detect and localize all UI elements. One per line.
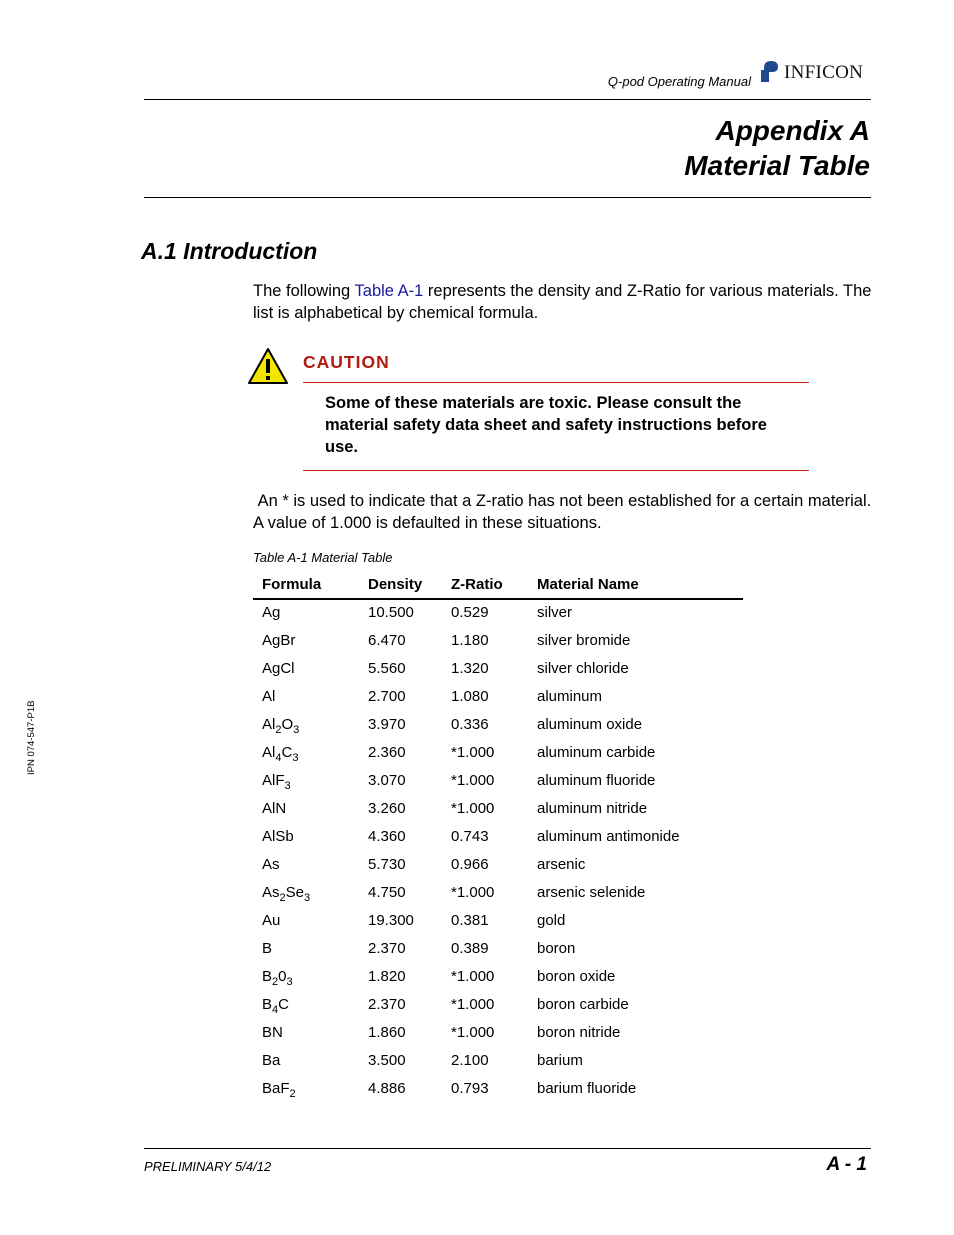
formula-symbol: B: [262, 940, 273, 957]
formula-symbol: Se: [285, 884, 304, 901]
cell-formula: [262, 716, 300, 736]
table-row: [253, 740, 743, 768]
formula-symbol: B: [262, 968, 273, 985]
formula-symbol: As: [262, 856, 280, 873]
cell-density: 2.370: [368, 940, 406, 957]
cell-formula: [262, 604, 280, 621]
cell-density: 2.360: [368, 744, 406, 761]
material-table: [253, 572, 743, 1104]
cell-z-ratio: 0.336: [451, 716, 489, 733]
header-formula: Formula: [262, 576, 322, 593]
cell-material-name: aluminum carbide: [537, 744, 656, 761]
cell-density: 4.360: [368, 828, 406, 845]
appendix-title-line2: Material Table: [684, 150, 870, 181]
formula-symbol: AlSb: [262, 828, 294, 845]
cell-density: 6.470: [368, 632, 406, 649]
cell-material-name: boron nitride: [537, 1024, 621, 1041]
formula-subscript: 3: [286, 976, 293, 988]
manual-title: Q-pod Operating Manual: [607, 74, 751, 89]
cell-formula: [262, 856, 280, 873]
cell-z-ratio: 0.381: [451, 912, 489, 929]
header-z-ratio: Z-Ratio: [451, 576, 503, 593]
cell-material-name: gold: [537, 912, 566, 929]
cell-formula: [262, 828, 294, 845]
table-row: [253, 992, 743, 1020]
cell-material-name: aluminum antimonide: [537, 828, 680, 845]
cell-z-ratio: 1.320: [451, 660, 489, 677]
intro-text-end: represents the density and Z-Ratio for various materials. The list is alphabetical by chemical formula.: [253, 282, 872, 322]
caution-top-rule: [303, 382, 809, 383]
formula-symbol: B: [262, 996, 273, 1013]
table-row: [253, 824, 743, 852]
cell-density: 2.700: [368, 688, 406, 705]
cell-material-name: aluminum: [537, 688, 603, 705]
inficon-logo: [760, 58, 875, 86]
formula-subscript: 3: [293, 724, 300, 736]
cell-material-name: boron oxide: [537, 968, 616, 985]
table-row: [253, 1048, 743, 1076]
caution-bottom-rule: [303, 470, 809, 471]
cell-z-ratio: *1.000: [451, 744, 495, 761]
cell-z-ratio: 0.529: [451, 604, 489, 621]
formula-subscript: 2: [272, 976, 279, 988]
cell-z-ratio: 1.080: [451, 688, 489, 705]
cell-z-ratio: 0.743: [451, 828, 489, 845]
cell-z-ratio: *1.000: [451, 800, 495, 817]
formula-subscript: 4: [272, 1004, 279, 1016]
table-row: [253, 656, 743, 684]
cell-formula: [262, 996, 289, 1016]
cell-material-name: arsenic selenide: [537, 884, 646, 901]
formula-symbol: As: [262, 884, 280, 901]
cell-density: 2.370: [368, 996, 406, 1013]
cell-density: 3.970: [368, 716, 406, 733]
table-row: [253, 600, 743, 628]
footer-rule: [144, 1148, 871, 1149]
cell-material-name: arsenic: [537, 856, 586, 873]
table-row: [253, 796, 743, 824]
formula-symbol: 0: [278, 968, 287, 985]
cell-density: 3.260: [368, 800, 406, 817]
caution-title: CAUTION: [303, 352, 390, 372]
table-row: [253, 1076, 743, 1104]
appendix-title: [560, 113, 870, 183]
formula-symbol: Ag: [262, 604, 281, 621]
cell-z-ratio: *1.000: [451, 968, 495, 985]
footer-status: PRELIMINARY 5/4/12: [144, 1159, 272, 1174]
cell-density: 5.730: [368, 856, 406, 873]
table-caption: Table A-1 Material Table: [253, 550, 393, 565]
formula-subscript: 3: [292, 752, 299, 764]
z-ratio-note: An * is used to indicate that a Z-ratio has not been established for a certain material. A value of 1.000 is defaulted in these situations.: [253, 492, 875, 532]
cell-density: 4.886: [368, 1080, 406, 1097]
cell-density: 3.500: [368, 1052, 406, 1069]
cell-z-ratio: *1.000: [451, 1024, 495, 1041]
table-row: [253, 964, 743, 992]
formula-symbol: AlF: [262, 772, 285, 789]
table-row: [253, 880, 743, 908]
cell-formula: [262, 940, 272, 957]
logo-text: INFICON: [784, 62, 864, 83]
cell-material-name: aluminum fluoride: [537, 772, 656, 789]
cell-material-name: barium: [537, 1052, 583, 1069]
cell-formula: [262, 660, 295, 677]
table-row: [253, 1020, 743, 1048]
cell-formula: [262, 632, 295, 649]
table-row: [253, 908, 743, 936]
formula-symbol: Al: [262, 716, 276, 733]
table-row: [253, 768, 743, 796]
cell-formula: [262, 1024, 283, 1041]
cell-formula: [262, 1052, 280, 1069]
formula-subscript: 2: [275, 724, 282, 736]
cell-density: 10.500: [368, 604, 414, 621]
cell-z-ratio: 0.793: [451, 1080, 489, 1097]
formula-symbol: C: [278, 996, 289, 1013]
intro-text-start: The following: [253, 282, 355, 300]
cell-formula: [262, 688, 275, 705]
table-row: [253, 852, 743, 880]
formula-symbol: O: [281, 716, 294, 733]
cell-density: 1.860: [368, 1024, 406, 1041]
table-row: [253, 936, 743, 964]
intro-paragraph: [253, 280, 873, 324]
cell-material-name: barium fluoride: [537, 1080, 637, 1097]
table-row: [253, 712, 743, 740]
table-a1-link[interactable]: Table A-1: [354, 282, 424, 300]
cell-z-ratio: 2.100: [451, 1052, 489, 1069]
cell-z-ratio: *1.000: [451, 996, 495, 1013]
table-header-row: [253, 572, 743, 600]
formula-symbol: AgBr: [262, 632, 296, 649]
cell-material-name: silver bromide: [537, 632, 631, 649]
appendix-title-line1: Appendix A: [715, 115, 870, 146]
cell-density: 3.070: [368, 772, 406, 789]
cell-material-name: boron carbide: [537, 996, 629, 1013]
document-ipn: IPN 074-547-P1B: [26, 700, 37, 775]
cell-material-name: aluminum oxide: [537, 716, 643, 733]
cell-density: 5.560: [368, 660, 406, 677]
formula-symbol: BN: [262, 1024, 283, 1041]
formula-symbol: C: [281, 744, 293, 761]
formula-subscript: 3: [304, 892, 311, 904]
cell-z-ratio: 1.180: [451, 632, 489, 649]
cell-density: 1.820: [368, 968, 406, 985]
table-row: [253, 684, 743, 712]
caution-text: Some of these materials are toxic. Please consult the material safety data sheet and safety instructions before use.: [325, 394, 767, 456]
cell-z-ratio: 0.389: [451, 940, 489, 957]
cell-formula: [262, 800, 286, 817]
inficon-logo-icon: [760, 58, 782, 84]
cell-z-ratio: *1.000: [451, 772, 495, 789]
cell-formula: [262, 968, 293, 988]
formula-symbol: AgCl: [262, 660, 295, 677]
cell-formula: [262, 772, 291, 792]
formula-subscript: 3: [284, 780, 291, 792]
formula-symbol: BaF: [262, 1080, 290, 1097]
formula-symbol: Al: [262, 688, 276, 705]
cell-formula: [262, 1080, 296, 1100]
section-heading: A.1 Introduction: [141, 238, 318, 264]
formula-symbol: Al: [262, 744, 276, 761]
header-density: Density: [368, 576, 423, 593]
cell-material-name: boron: [537, 940, 576, 957]
formula-symbol: Au: [262, 912, 281, 929]
cell-formula: [262, 884, 311, 904]
cell-density: 19.300: [368, 912, 414, 929]
header-material-name: Material Name: [537, 576, 639, 593]
table-body: [253, 600, 743, 1104]
table-row: [253, 628, 743, 656]
cell-formula: [262, 744, 299, 764]
warning-triangle-icon: [247, 347, 289, 385]
cell-density: 4.750: [368, 884, 406, 901]
page-number: A - 1: [826, 1154, 867, 1175]
header-rule: [144, 99, 871, 100]
formula-subscript: 2: [289, 1088, 296, 1100]
cell-z-ratio: *1.000: [451, 884, 495, 901]
cell-material-name: silver chloride: [537, 660, 629, 677]
title-rule: [144, 197, 871, 198]
cell-formula: [262, 912, 280, 929]
cell-material-name: aluminum nitride: [537, 800, 648, 817]
cell-material-name: silver: [537, 604, 573, 621]
formula-symbol: AlN: [262, 800, 287, 817]
formula-subscript: 2: [279, 892, 286, 904]
cell-z-ratio: 0.966: [451, 856, 489, 873]
formula-symbol: Ba: [262, 1052, 281, 1069]
formula-subscript: 4: [275, 752, 282, 764]
